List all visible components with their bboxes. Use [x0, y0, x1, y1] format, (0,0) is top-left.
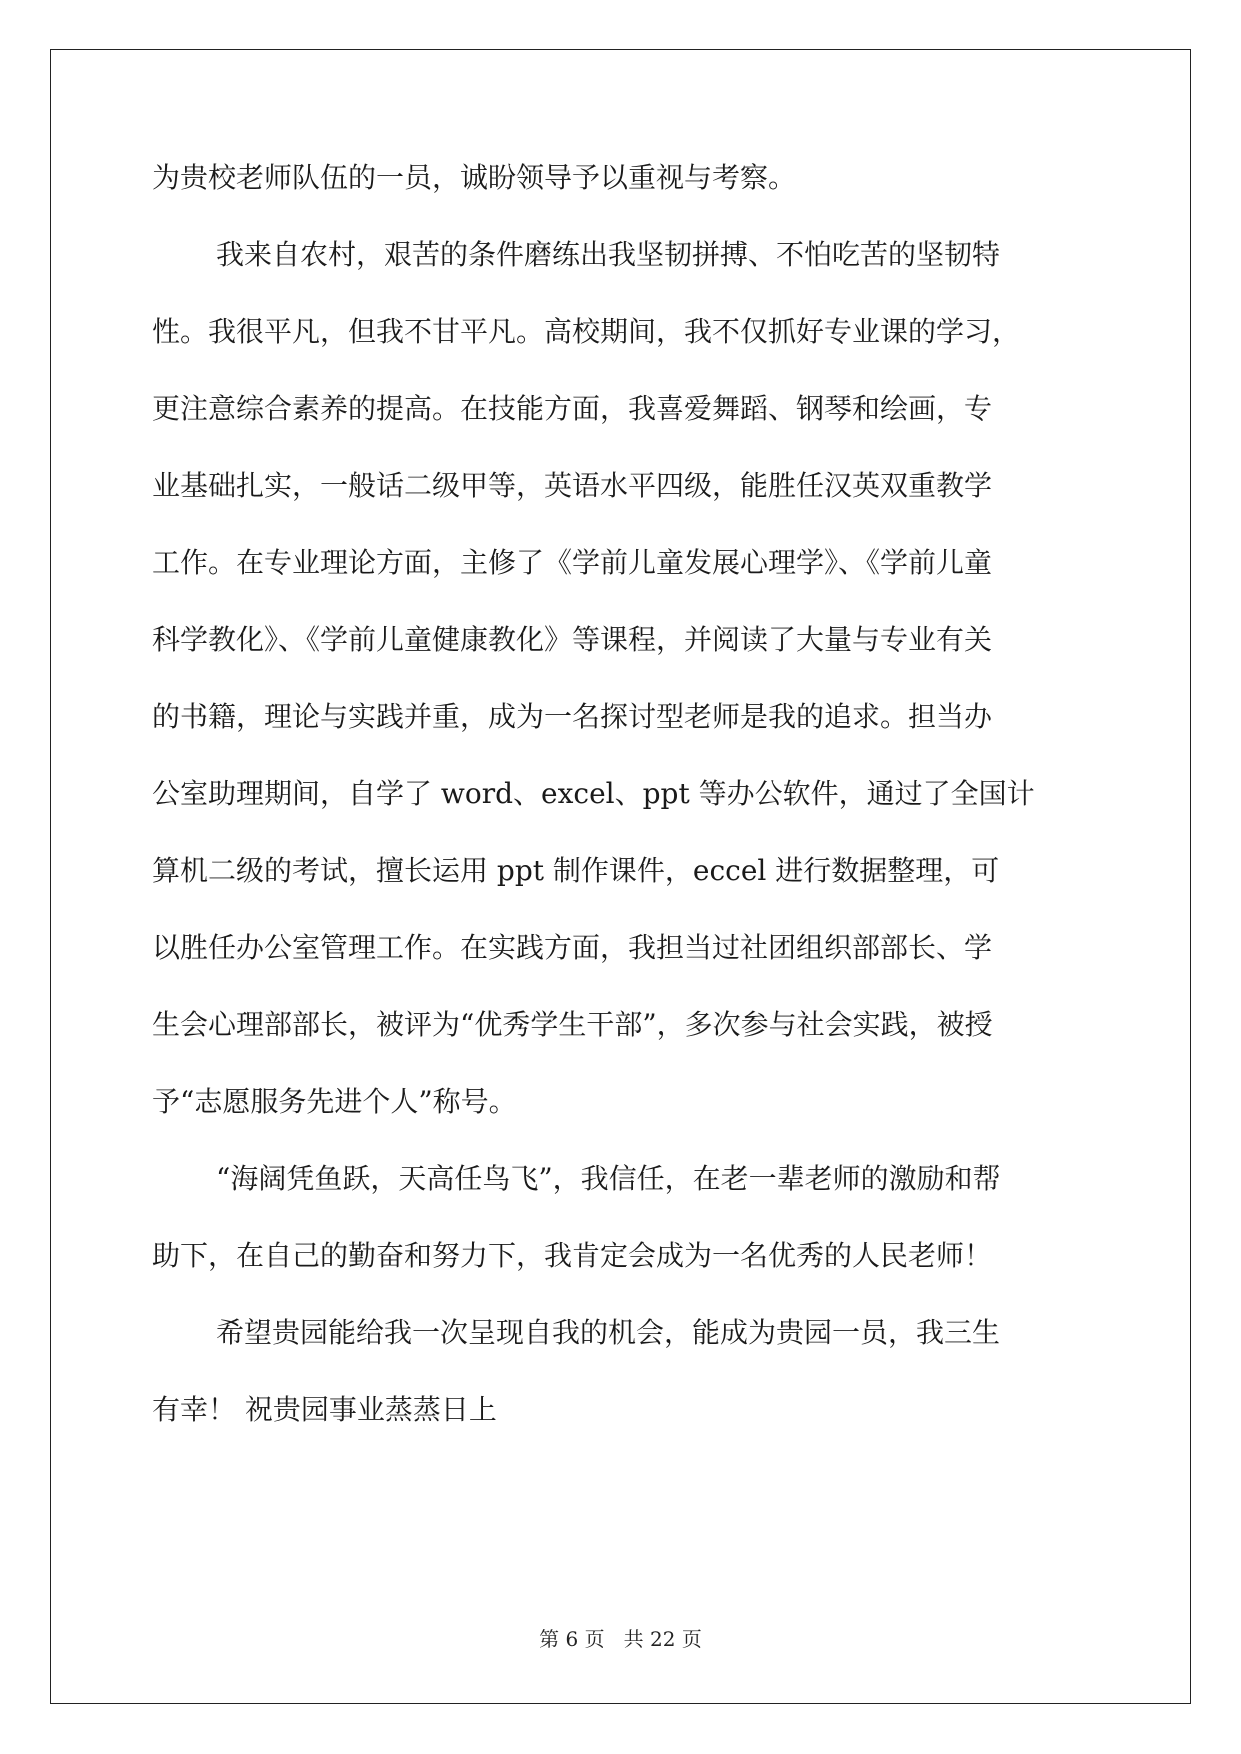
body-line-6: 工作。在专业理论方面，主修了《学前儿童发展心理学》、《学前儿童 [152, 548, 993, 579]
body-line-13: 予“志愿服务先进个人”称号。 [152, 1087, 517, 1118]
body-line-10: 算机二级的考试，擅长运用 ppt 制作课件，eccel 进行数据整理，可 [152, 856, 1000, 887]
document-body [152, 163, 1090, 1472]
body-line-2: 我来自农村，艰苦的条件磨练出我坚韧拼搏、不怕吃苦的坚韧特 [216, 240, 1001, 271]
body-line-15: 助下，在自己的勤奋和努力下，我肯定会成为一名优秀的人民老师！ [152, 1241, 993, 1272]
body-line-4: 更注意综合素养的提高。在技能方面，我喜爱舞蹈、钢琴和绘画，专 [152, 394, 993, 425]
body-line-9: 公室助理期间，自学了 word、excel、ppt 等办公软件，通过了全国计 [152, 779, 1035, 810]
page-number-label: 第 6 页 共 22 页 [539, 1627, 702, 1651]
body-line-7: 科学教化》、《学前儿童健康教化》等课程，并阅读了大量与专业有关 [152, 625, 993, 656]
body-line-14: “海阔凭鱼跃，天高任鸟飞”，我信任，在老一辈老师的激励和帮 [216, 1164, 1001, 1195]
page-footer [0, 1627, 1241, 1651]
body-line-17: 有幸！ 祝贵园事业蒸蒸日上 [152, 1395, 497, 1426]
body-line-5: 业基础扎实，一般话二级甲等，英语水平四级，能胜任汉英双重教学 [152, 471, 993, 502]
body-line-12: 生会心理部部长，被评为“优秀学生干部”，多次参与社会实践，被授 [152, 1010, 993, 1041]
body-line-3: 性。我很平凡，但我不甘平凡。高校期间，我不仅抓好专业课的学习， [152, 317, 1021, 348]
body-line-8: 的书籍，理论与实践并重，成为一名探讨型老师是我的追求。担当办 [152, 702, 993, 733]
body-line-11: 以胜任办公室管理工作。在实践方面，我担当过社团组织部部长、学 [152, 933, 993, 964]
body-line-1: 为贵校老师队伍的一员，诚盼领导予以重视与考察。 [152, 163, 797, 194]
body-line-16: 希望贵园能给我一次呈现自我的机会，能成为贵园一员，我三生 [216, 1318, 1001, 1349]
